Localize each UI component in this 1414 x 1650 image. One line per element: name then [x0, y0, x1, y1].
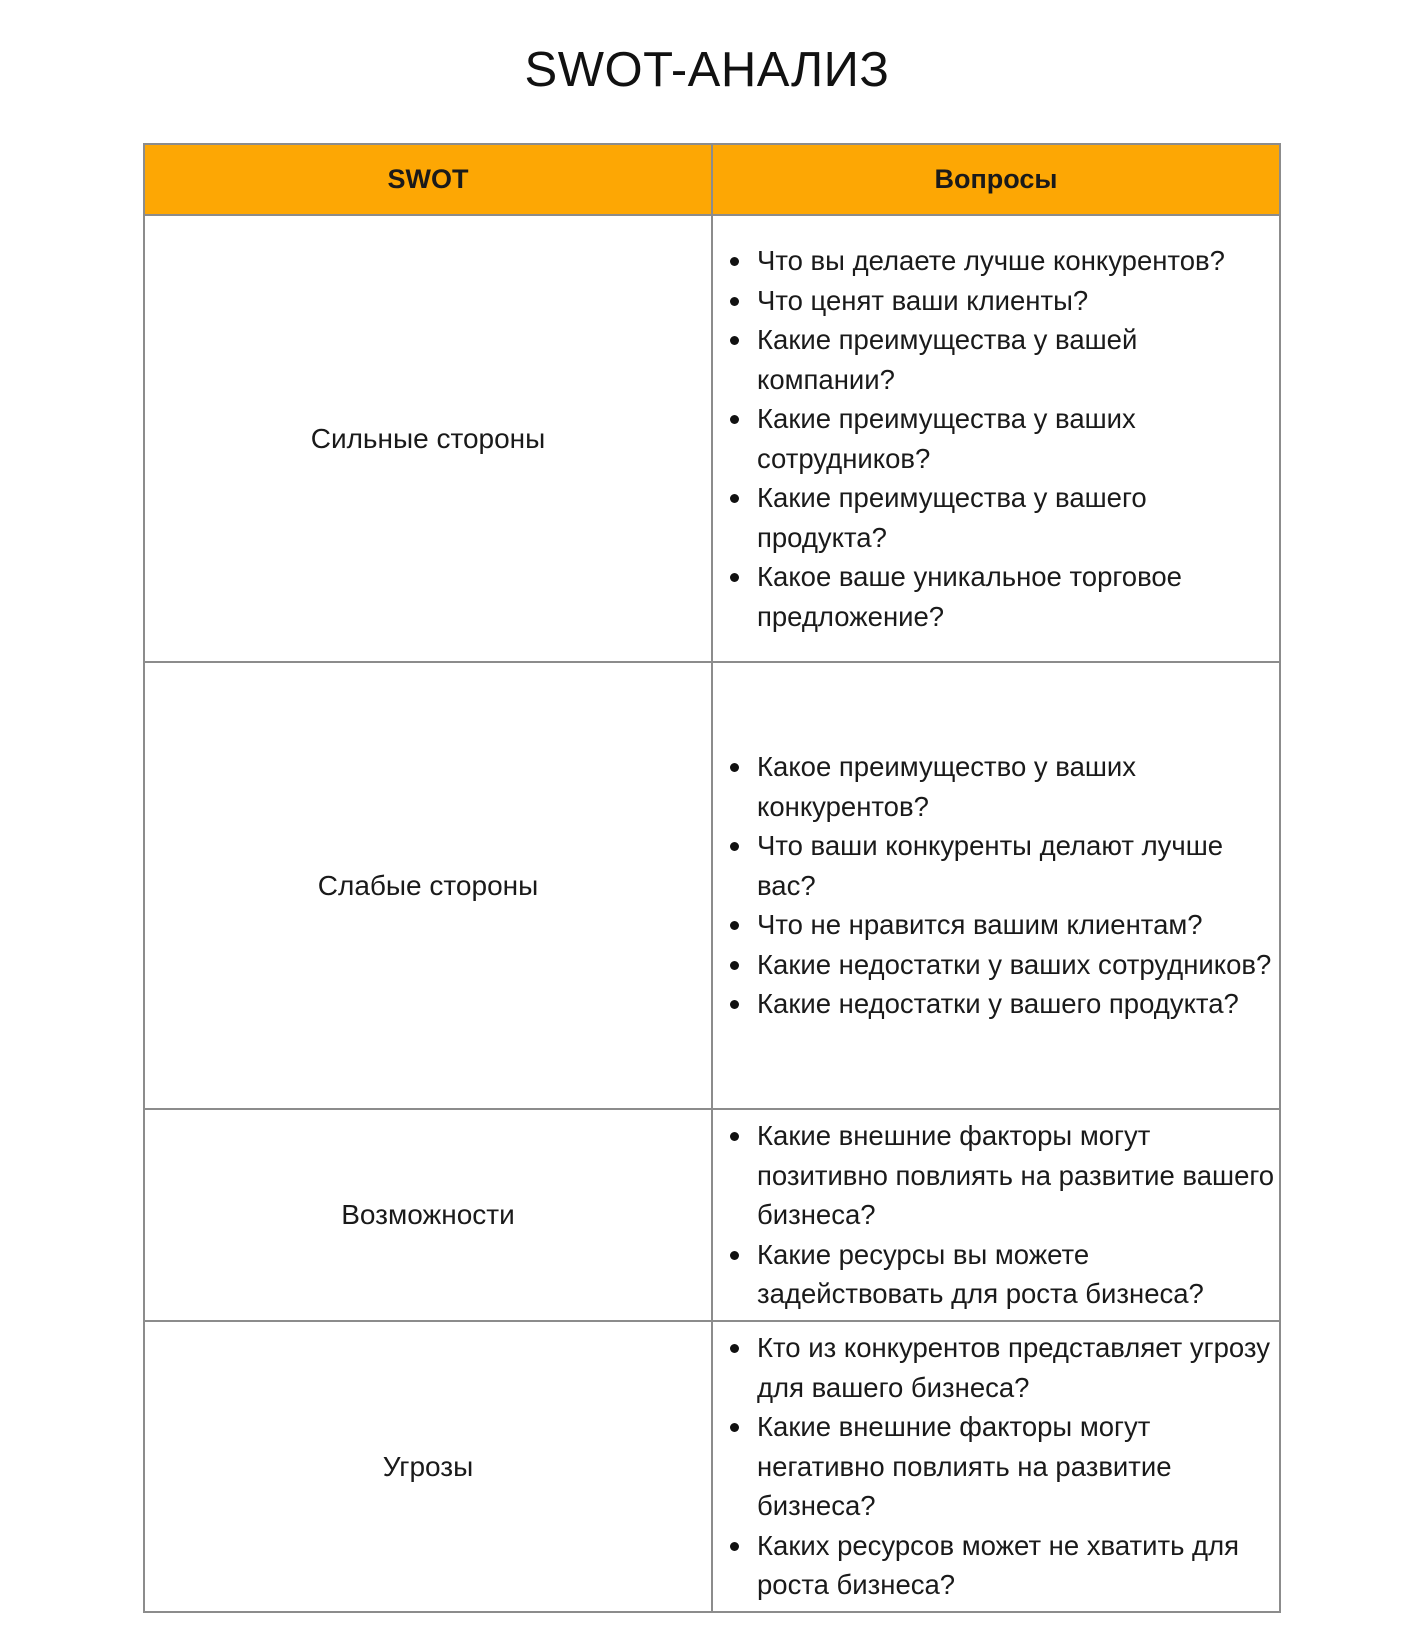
- bullet-icon: [730, 494, 739, 503]
- bullet-icon: [730, 921, 739, 930]
- question-text: Какие ресурсы вы можете задействовать для роста бизнеса?: [757, 1238, 1204, 1310]
- category-opportunities: Возможности: [144, 1109, 712, 1321]
- swot-table: [143, 143, 1281, 1613]
- bullet-icon: [730, 1344, 739, 1353]
- bullet-icon: [730, 842, 739, 851]
- list-item: [713, 281, 1279, 321]
- question-list-strengths: [713, 241, 1279, 636]
- question-text: Что вы делаете лучше конкурентов?: [757, 245, 1225, 276]
- table-row-weaknesses: [144, 662, 1280, 1109]
- table-header-row: [144, 144, 1280, 215]
- list-item: [713, 557, 1279, 636]
- question-text: Кто из конкурентов представляет угрозу для вашего бизнеса?: [757, 1332, 1270, 1403]
- question-text: Какие недостатки у вашего продукта?: [757, 988, 1239, 1020]
- list-item: [713, 1116, 1279, 1235]
- bullet-icon: [730, 573, 739, 582]
- list-item: [713, 945, 1279, 985]
- table-row-opportunities: [144, 1109, 1280, 1321]
- bullet-icon: [730, 1423, 739, 1432]
- questions-strengths: [712, 215, 1280, 662]
- questions-threats: [712, 1321, 1280, 1612]
- question-text: Какие преимущества у ваших сотрудников?: [757, 403, 1136, 474]
- list-item: [713, 1235, 1279, 1314]
- question-text: Какие внешние факторы могут позитивно повлиять на развитие вашего бизнеса?: [757, 1120, 1275, 1231]
- question-text: Что ваши конкуренты делают лучше вас?: [757, 830, 1224, 901]
- question-list-weaknesses: [713, 747, 1279, 1024]
- question-text: Что не нравится вашим клиентам?: [757, 909, 1203, 941]
- bullet-icon: [730, 1542, 739, 1551]
- question-text: Какие недостатки у ваших сотрудников?: [757, 948, 1272, 980]
- question-text: Какие внешние факторы могут негативно повлиять на развитие бизнеса?: [757, 1411, 1172, 1522]
- bullet-icon: [730, 1132, 739, 1141]
- page-title: SWOT-АНАЛИЗ: [524, 43, 890, 97]
- question-text: Каких ресурсов может не хватить для роста бизнеса?: [757, 1529, 1240, 1601]
- question-text: Что ценят ваши клиенты?: [757, 284, 1089, 316]
- questions-weaknesses: [712, 662, 1280, 1109]
- bullet-icon: [730, 1000, 739, 1009]
- question-text: Какое преимущество у ваших конкурентов?: [757, 751, 1137, 822]
- question-text: Какие преимущества у вашей компании?: [757, 324, 1138, 395]
- table-row-strengths: [144, 215, 1280, 662]
- header-swot: SWOT: [144, 144, 712, 215]
- bullet-icon: [730, 297, 739, 306]
- header-questions: Вопросы: [712, 144, 1280, 215]
- bullet-icon: [730, 961, 739, 970]
- bullet-icon: [730, 257, 739, 266]
- category-threats: Угрозы: [144, 1321, 712, 1612]
- list-item: [713, 984, 1279, 1024]
- bullet-icon: [730, 415, 739, 424]
- table-row-threats: [144, 1321, 1280, 1612]
- list-item: [713, 399, 1279, 478]
- questions-opportunities: [712, 1109, 1280, 1321]
- bullet-icon: [730, 1251, 739, 1260]
- list-item: [713, 1407, 1279, 1526]
- question-list-opportunities: [713, 1116, 1279, 1314]
- list-item: [713, 905, 1279, 945]
- bullet-icon: [730, 336, 739, 345]
- list-item: [713, 747, 1279, 826]
- list-item: [713, 1328, 1279, 1407]
- question-text: Какие преимущества у вашего продукта?: [757, 482, 1147, 553]
- list-item: [713, 826, 1279, 905]
- list-item: [713, 478, 1279, 557]
- bullet-icon: [730, 763, 739, 772]
- category-weaknesses: Слабые стороны: [144, 662, 712, 1109]
- list-item: [713, 1526, 1279, 1605]
- list-item: [713, 320, 1279, 399]
- list-item: [713, 241, 1279, 281]
- question-list-threats: [713, 1328, 1279, 1605]
- category-strengths: Сильные стороны: [144, 215, 712, 662]
- question-text: Какое ваше уникальное торговое предложение?: [757, 561, 1182, 632]
